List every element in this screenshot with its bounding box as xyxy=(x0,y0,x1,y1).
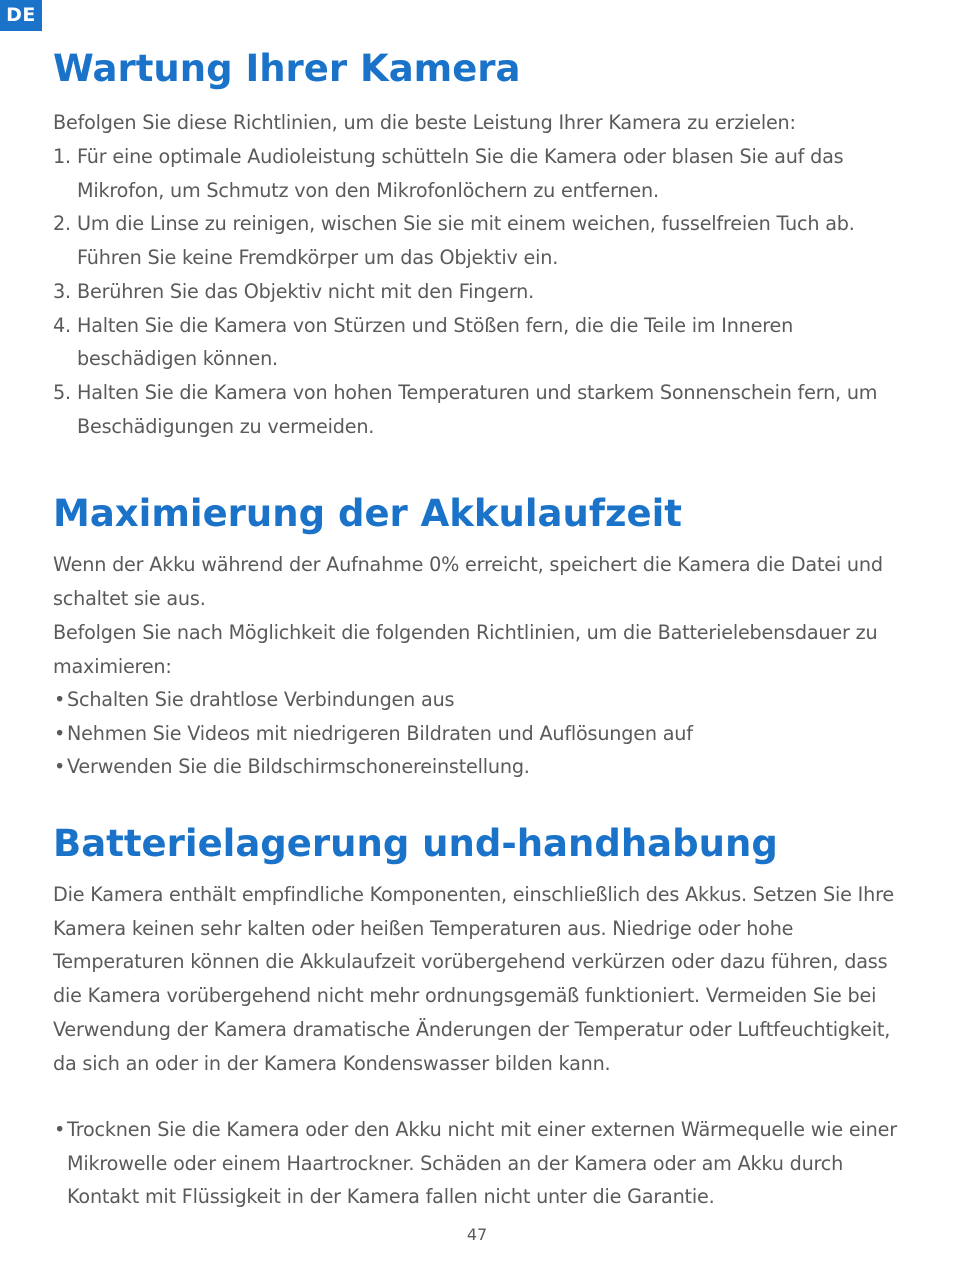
list-item-text: Um die Linse zu reinigen, wischen Sie sie mit einem weichen, fusselfreien Tuch ab. Führen Sie keine Fremdkörper um das Objektiv ein. xyxy=(77,212,855,270)
list-item-text: Nehmen Sie Videos mit niedrigeren Bildraten und Auflösungen auf xyxy=(67,721,693,745)
list-item xyxy=(53,750,908,784)
bullet-mark: • xyxy=(54,1118,66,1141)
maintenance-list xyxy=(53,140,908,443)
list-item-text: Trocknen Sie die Kamera oder den Akku nicht mit einer externen Wärmequelle wie einer Mikrowelle oder einem Haartrockner. Schäden an der Kamera oder am Akku durch Kontakt mit Flüssigkeit in der Kamera fallen nicht unter die Garantie. xyxy=(67,1118,897,1209)
battery-storage-paragraph: Die Kamera enthält empfindliche Komponenten, einschließlich des Akkus. Setzen Sie Ihre Kamera keinen sehr kalten oder heißen Temperaturen aus. Niedrige oder hohe Temperaturen können die Akkulaufzeit vorübergehend verkürzen oder dazu führen, dass die Kamera vorübergehend nicht mehr ordnungsgemäß funktioniert. Vermeiden Sie bei Verwendung der Kamera dramatische Änderungen der Temperatur oder Luftfeuchtigkeit, da sich an oder in der Kamera Kondenswasser bilden kann. xyxy=(53,883,894,1075)
list-item xyxy=(53,140,908,207)
list-item-text: Verwenden Sie die Bildschirmschonereinstellung. xyxy=(67,755,530,779)
section-title-battery-storage: Batterielagerung und-handhabung xyxy=(53,822,778,865)
list-number: 5. xyxy=(53,380,71,404)
list-item xyxy=(53,717,908,751)
list-number: 3. xyxy=(53,279,71,303)
list-item-text: Halten Sie die Kamera von Stürzen und Stößen fern, die die Teile im Inneren beschädigen können. xyxy=(77,313,794,371)
battery-life-paragraph-2: Befolgen Sie nach Möglichkeit die folgenden Richtlinien, um die Batterielebensdauer zu maximieren: xyxy=(53,621,878,678)
section-title-battery-life: Maximierung der Akkulaufzeit xyxy=(53,492,682,535)
maintenance-intro: Befolgen Sie diese Richtlinien, um die beste Leistung Ihrer Kamera zu erzielen: xyxy=(53,111,796,134)
list-number: 4. xyxy=(53,313,71,337)
section-title-maintenance: Wartung Ihrer Kamera xyxy=(53,47,521,90)
list-item xyxy=(53,376,908,443)
list-item-text: Schalten Sie drahtlose Verbindungen aus xyxy=(67,688,455,711)
list-item xyxy=(53,1113,908,1214)
list-item xyxy=(53,309,908,376)
list-item-text: Berühren Sie das Objektiv nicht mit den Fingern. xyxy=(77,279,535,303)
bullet-mark: • xyxy=(54,688,66,711)
list-item xyxy=(53,275,908,309)
battery-life-bullets xyxy=(53,683,908,784)
page-number: 47 xyxy=(466,1225,488,1244)
battery-life-paragraph-1: Wenn der Akku während der Aufnahme 0% erreicht, speichert die Kamera die Datei und schaltet sie aus. xyxy=(53,553,883,610)
list-item xyxy=(53,207,908,274)
list-item-text: Halten Sie die Kamera von hohen Temperaturen und starkem Sonnenschein fern, um Beschädigungen zu vermeiden. xyxy=(77,380,878,438)
battery-storage-bullets xyxy=(53,1113,908,1214)
list-number: 2. xyxy=(53,212,71,236)
list-number: 1. xyxy=(53,145,71,168)
bullet-mark: • xyxy=(54,755,66,779)
language-badge: DE xyxy=(0,0,42,31)
list-item xyxy=(53,683,908,717)
bullet-mark: • xyxy=(54,721,66,745)
list-item-text: Für eine optimale Audioleistung schütteln Sie die Kamera oder blasen Sie auf das Mikrofon, um Schmutz von den Mikrofonlöchern zu entfernen. xyxy=(77,145,844,202)
